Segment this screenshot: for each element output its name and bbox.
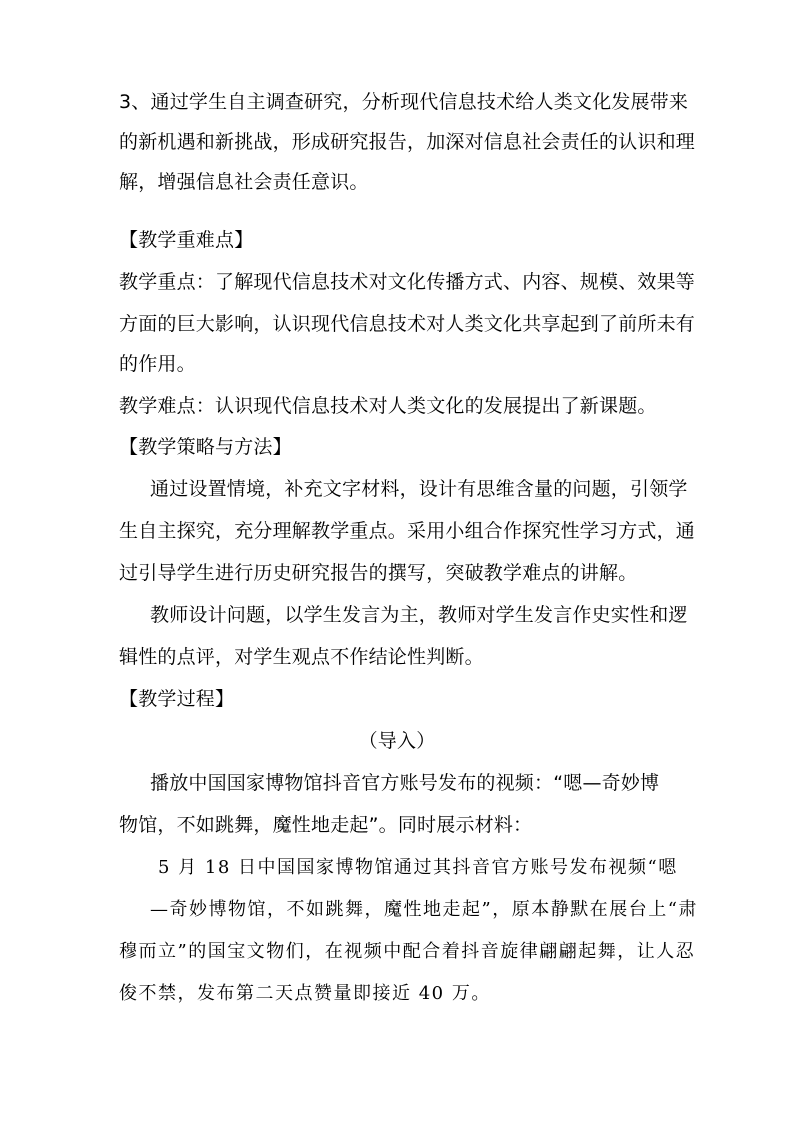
key-point-line-1: 教学重点：了解现代信息技术对文化传播方式、内容、规模、效果等 — [119, 271, 696, 293]
section-heading-strategy: 【教学策略与方法】 — [119, 436, 292, 458]
section-heading-process: 【教学过程】 — [119, 688, 235, 710]
key-point-line-3: 的作用。 — [119, 353, 196, 375]
objective-3-line-2: 的新机遇和新挑战，形成研究报告，加深对信息社会责任的认识和理 — [119, 131, 696, 153]
material-line-2: —奇妙博物馆，不如跳舞，魔性地走起”，原本静默在展台上“肃 — [150, 899, 698, 920]
strategy-paragraph-2-line-2: 辑性的点评，对学生观点不作结论性判断。 — [119, 646, 484, 668]
strategy-paragraph-1-line-3: 过引导学生进行历史研究报告的撰写，突破教学难点的讲解。 — [119, 562, 638, 584]
strategy-paragraph-1-line-2: 生自主探究，充分理解教学重点。采用小组合作探究性学习方式，通 — [119, 520, 696, 542]
difficulty-line: 教学难点：认识现代信息技术对人类文化的发展提出了新课题。 — [119, 395, 657, 417]
objective-3-line-3: 解，增强信息社会责任意识。 — [119, 171, 369, 193]
strategy-paragraph-2-line-1: 教师设计问题，以学生发言为主，教师对学生发言作史实性和逻 — [150, 604, 688, 626]
intro-paragraph-line-2: 物馆，不如跳舞，魔性地走起”。同时展示材料： — [119, 814, 533, 836]
intro-subheading: （导入） — [358, 730, 436, 752]
strategy-paragraph-1-line-1: 通过设置情境，补充文字材料，设计有思维含量的问题，引领学 — [150, 478, 688, 500]
objective-3-line-1: 3、通过学生自主调查研究，分析现代信息技术给人类文化发展带来 — [119, 91, 689, 113]
material-line-1: 5 月 18 日中国国家博物馆通过其抖音官方账号发布视频“嗯 — [158, 857, 678, 878]
material-line-3: 穆而立”的国宝文物们，在视频中配合着抖音旋律翩翩起舞，让人忍 — [119, 941, 696, 962]
material-line-4: 俊不禁，发布第二天点赞量即接近 40 万。 — [119, 983, 491, 1004]
intro-paragraph-line-1: 播放中国国家博物馆抖音官方账号发布的视频：“嗯—奇妙博 — [150, 772, 660, 794]
section-heading-key-points: 【教学重难点】 — [119, 229, 254, 251]
key-point-line-2: 方面的巨大影响，认识现代信息技术对人类文化共享起到了前所未有 — [119, 313, 696, 335]
